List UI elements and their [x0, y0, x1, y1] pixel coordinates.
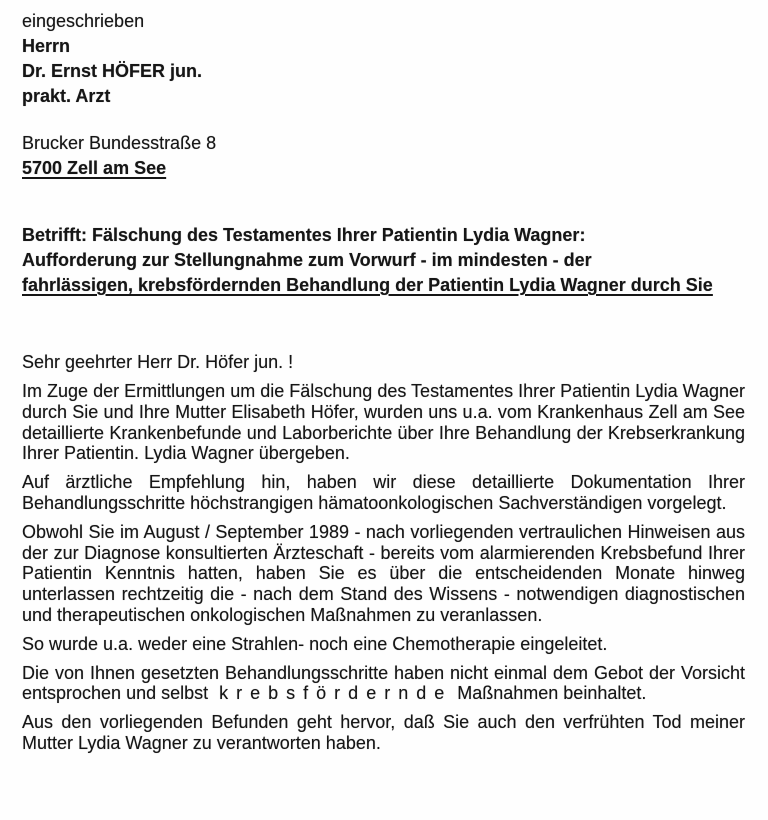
recipient-name: Dr. Ernst HÖFER jun.: [22, 61, 203, 81]
body-paragraph-1: Im Zuge der Ermittlungen um die Fälschung des Testamentes Ihrer Patientin Lydia Wagner durch Sie und Ihre Mutter Elisabeth Höfer, wurden uns u.a. vom Krankenhaus Zell am See detaillierte Krankenbefunde und Laborberichte über Ihre Behandlung der Krebserkrankung Ihrer Patientin. Lydia Wagner übergeben.: [22, 381, 745, 464]
body-paragraph-5: [22, 663, 745, 705]
recipient-salutation-line: Herrn: [22, 36, 71, 56]
body-paragraph-3: Obwohl Sie im August / September 1989 - nach vorliegenden vertraulichen Hinweisen aus der zur Diagnose konsultierten Ärzteschaft - bereits vom alarmierenden Krebsbefund Ihrer Patientin Kenntnis hatten, haben Sie es über die entscheidenden Monate hinweg unterlassen rechtzeitig die - nach dem Stand des Wissens - notwendigen diagnostischen und therapeutischen onkologischen Maßnahmen zu veranlassen.: [22, 521, 745, 625]
body-paragraph-4: So wurde u.a. weder eine Strahlen- noch eine Chemotherapie eingeleitet.: [22, 633, 608, 654]
body-paragraph-6: Aus den vorliegenden Befunden geht hervor, daß Sie auch den verfrühten Tod meiner Mutter Lydia Wagner zu verantworten haben.: [22, 712, 745, 753]
recipient-city: 5700 Zell am See: [22, 158, 167, 178]
salutation: Sehr geehrter Herr Dr. Höfer jun. !: [22, 352, 294, 372]
subject-block: [22, 223, 745, 298]
subject-line-3: fahrlässigen, krebsfördernden Behandlung der Patientin Lydia Wagner durch Sie: [22, 275, 713, 295]
paragraph-5-text-after: Maßnahmen beinhaltet.: [457, 683, 647, 704]
emphasized-spaced-word: krebsfördernde: [219, 683, 453, 704]
body-paragraph-2: Auf ärztliche Empfehlung hin, haben wir diese detaillierte Dokumentation Ihrer Behandlungsschritte höchstrangigen hämatoonkologischen Sachverständigen vorgelegt.: [22, 472, 745, 513]
subject-line-2: Aufforderung zur Stellungnahme zum Vorwurf - im mindesten - der: [22, 250, 592, 270]
recipient-title: prakt. Arzt: [22, 86, 111, 106]
subject-line-1: Betrifft: Fälschung des Testamentes Ihrer Patientin Lydia Wagner:: [22, 225, 586, 245]
paragraph-5-text-before: Die von Ihnen gesetzten Behandlungsschritte haben nicht einmal dem Gebot der Vorsicht entsprochen und selbst: [22, 662, 745, 704]
recipient-address-block: [22, 9, 745, 181]
delivery-note: eingeschrieben: [22, 11, 145, 31]
recipient-street: Brucker Bundesstraße 8: [22, 133, 217, 153]
